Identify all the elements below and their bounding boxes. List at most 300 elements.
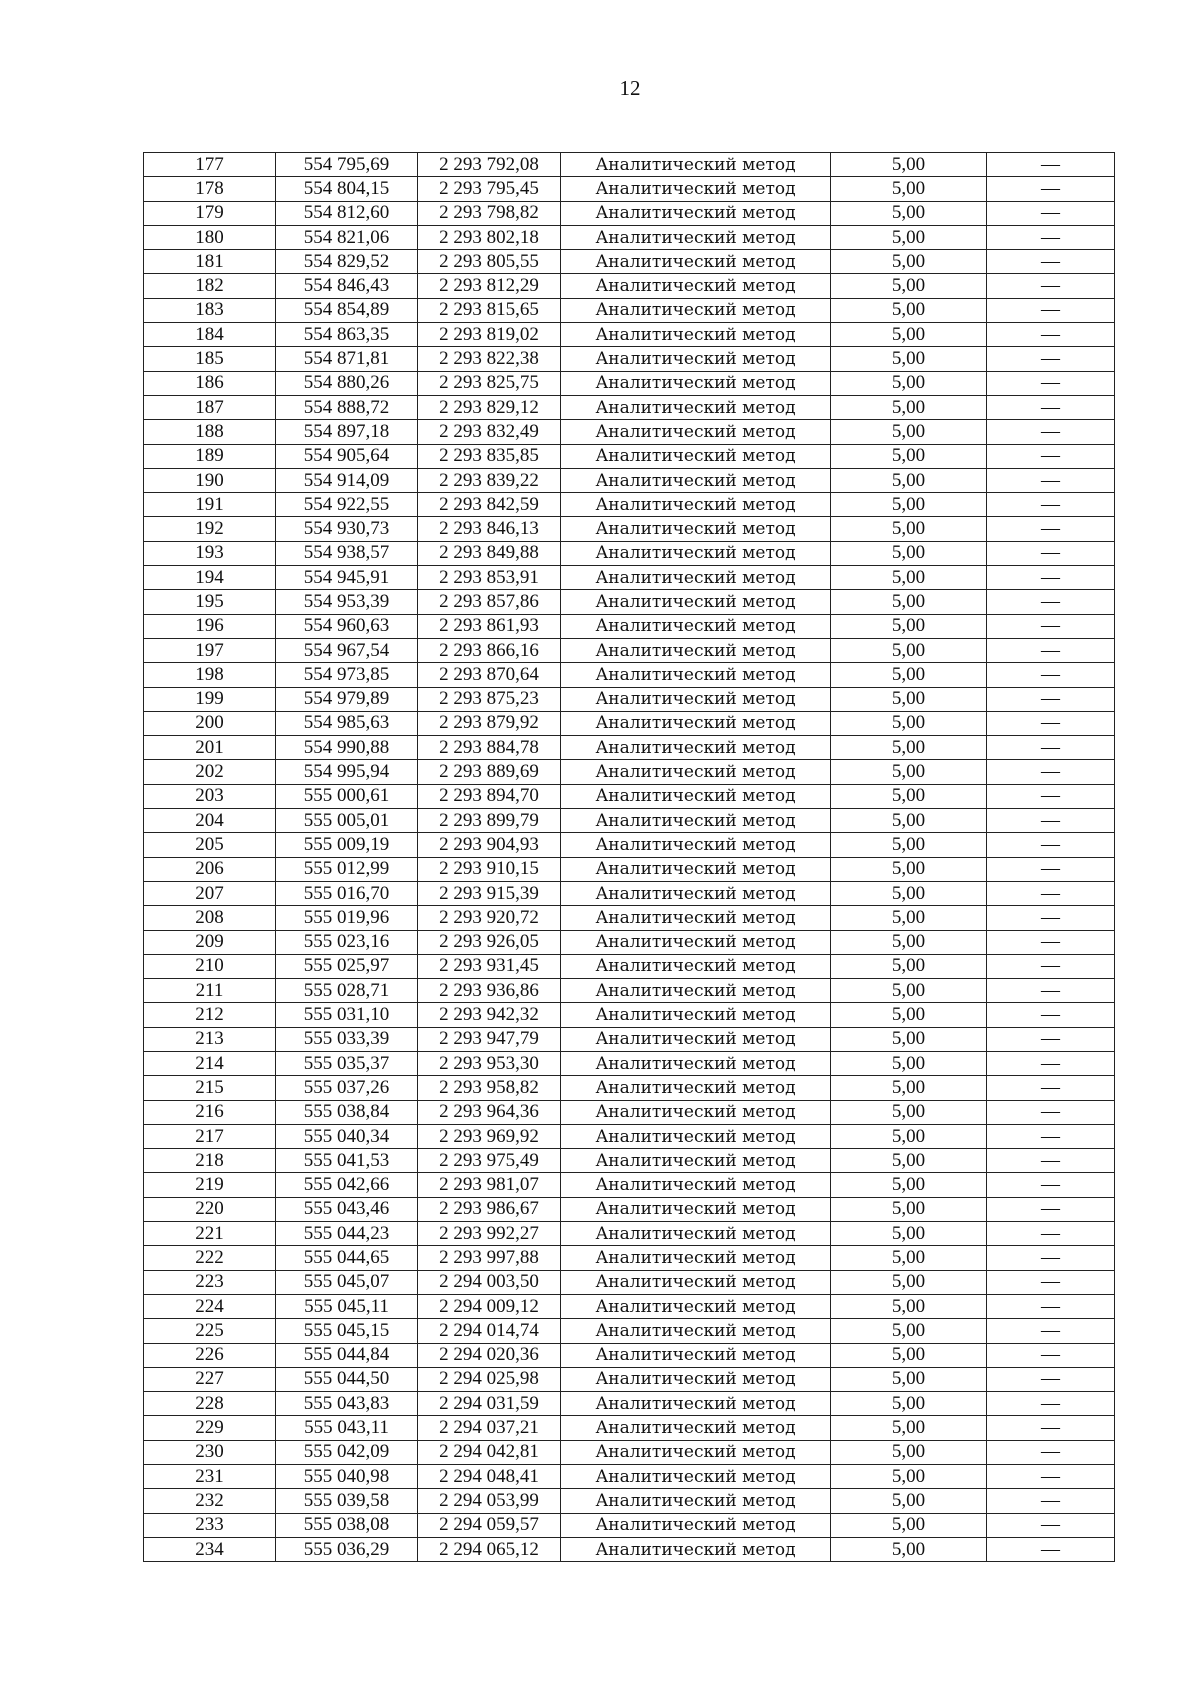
method-cell: Аналитический метод: [561, 274, 831, 298]
accuracy-cell: 5,00: [831, 1149, 987, 1173]
table-row: [144, 857, 1115, 881]
y-coordinate-cell: 2 293 853,91: [418, 566, 561, 590]
y-coordinate-cell: 2 293 947,79: [418, 1027, 561, 1051]
accuracy-cell: 5,00: [831, 1027, 987, 1051]
table-row: [144, 1027, 1115, 1051]
x-coordinate-cell: 554 888,72: [276, 395, 418, 419]
accuracy-cell: 5,00: [831, 444, 987, 468]
point-number-cell: 199: [144, 687, 276, 711]
x-coordinate-cell: 555 009,19: [276, 833, 418, 857]
point-number-cell: 231: [144, 1465, 276, 1489]
x-coordinate-cell: 554 897,18: [276, 420, 418, 444]
note-cell: —: [987, 1124, 1115, 1148]
note-cell: —: [987, 1513, 1115, 1537]
point-number-cell: 229: [144, 1416, 276, 1440]
method-cell: Аналитический метод: [561, 881, 831, 905]
y-coordinate-cell: 2 293 910,15: [418, 857, 561, 881]
note-cell: —: [987, 930, 1115, 954]
accuracy-cell: 5,00: [831, 1270, 987, 1294]
x-coordinate-cell: 555 043,11: [276, 1416, 418, 1440]
x-coordinate-cell: 554 812,60: [276, 201, 418, 225]
x-coordinate-cell: 555 035,37: [276, 1051, 418, 1075]
y-coordinate-cell: 2 293 822,38: [418, 347, 561, 371]
note-cell: —: [987, 1027, 1115, 1051]
method-cell: Аналитический метод: [561, 760, 831, 784]
note-cell: —: [987, 225, 1115, 249]
accuracy-cell: 5,00: [831, 541, 987, 565]
note-cell: —: [987, 541, 1115, 565]
y-coordinate-cell: 2 293 832,49: [418, 420, 561, 444]
method-cell: Аналитический метод: [561, 1051, 831, 1075]
point-number-cell: 187: [144, 395, 276, 419]
method-cell: Аналитический метод: [561, 1489, 831, 1513]
x-coordinate-cell: 554 871,81: [276, 347, 418, 371]
note-cell: —: [987, 979, 1115, 1003]
y-coordinate-cell: 2 293 889,69: [418, 760, 561, 784]
method-cell: Аналитический метод: [561, 444, 831, 468]
y-coordinate-cell: 2 294 053,99: [418, 1489, 561, 1513]
y-coordinate-cell: 2 293 835,85: [418, 444, 561, 468]
x-coordinate-cell: 554 985,63: [276, 711, 418, 735]
note-cell: —: [987, 784, 1115, 808]
accuracy-cell: 5,00: [831, 1197, 987, 1221]
table-row: [144, 687, 1115, 711]
accuracy-cell: 5,00: [831, 1294, 987, 1318]
accuracy-cell: 5,00: [831, 1319, 987, 1343]
method-cell: Аналитический метод: [561, 930, 831, 954]
table-row: [144, 493, 1115, 517]
method-cell: Аналитический метод: [561, 517, 831, 541]
point-number-cell: 181: [144, 250, 276, 274]
accuracy-cell: 5,00: [831, 201, 987, 225]
accuracy-cell: 5,00: [831, 638, 987, 662]
accuracy-cell: 5,00: [831, 590, 987, 614]
table-row: [144, 1440, 1115, 1464]
point-number-cell: 204: [144, 809, 276, 833]
point-number-cell: 228: [144, 1392, 276, 1416]
x-coordinate-cell: 554 905,64: [276, 444, 418, 468]
table-row: [144, 1465, 1115, 1489]
table-row: [144, 906, 1115, 930]
point-number-cell: 197: [144, 638, 276, 662]
method-cell: Аналитический метод: [561, 1076, 831, 1100]
accuracy-cell: 5,00: [831, 954, 987, 978]
y-coordinate-cell: 2 293 899,79: [418, 809, 561, 833]
method-cell: Аналитический метод: [561, 1319, 831, 1343]
x-coordinate-cell: 555 044,84: [276, 1343, 418, 1367]
y-coordinate-cell: 2 293 915,39: [418, 881, 561, 905]
y-coordinate-cell: 2 293 964,36: [418, 1100, 561, 1124]
accuracy-cell: 5,00: [831, 298, 987, 322]
accuracy-cell: 5,00: [831, 1222, 987, 1246]
y-coordinate-cell: 2 294 042,81: [418, 1440, 561, 1464]
table-row: [144, 250, 1115, 274]
accuracy-cell: 5,00: [831, 1440, 987, 1464]
point-number-cell: 222: [144, 1246, 276, 1270]
method-cell: Аналитический метод: [561, 225, 831, 249]
note-cell: —: [987, 906, 1115, 930]
y-coordinate-cell: 2 293 802,18: [418, 225, 561, 249]
method-cell: Аналитический метод: [561, 298, 831, 322]
x-coordinate-cell: 555 025,97: [276, 954, 418, 978]
y-coordinate-cell: 2 294 014,74: [418, 1319, 561, 1343]
point-number-cell: 195: [144, 590, 276, 614]
table-row: [144, 468, 1115, 492]
point-number-cell: 202: [144, 760, 276, 784]
accuracy-cell: 5,00: [831, 468, 987, 492]
note-cell: —: [987, 274, 1115, 298]
accuracy-cell: 5,00: [831, 1465, 987, 1489]
y-coordinate-cell: 2 293 829,12: [418, 395, 561, 419]
accuracy-cell: 5,00: [831, 760, 987, 784]
note-cell: —: [987, 1440, 1115, 1464]
table-row: [144, 954, 1115, 978]
accuracy-cell: 5,00: [831, 274, 987, 298]
y-coordinate-cell: 2 293 792,08: [418, 153, 561, 177]
point-number-cell: 188: [144, 420, 276, 444]
table-row: [144, 1367, 1115, 1391]
table-row: [144, 784, 1115, 808]
x-coordinate-cell: 554 829,52: [276, 250, 418, 274]
table-row: [144, 1489, 1115, 1513]
accuracy-cell: 5,00: [831, 1343, 987, 1367]
table-row: [144, 1319, 1115, 1343]
point-number-cell: 184: [144, 323, 276, 347]
note-cell: —: [987, 347, 1115, 371]
y-coordinate-cell: 2 293 825,75: [418, 371, 561, 395]
note-cell: —: [987, 298, 1115, 322]
note-cell: —: [987, 1246, 1115, 1270]
table-row: [144, 1051, 1115, 1075]
y-coordinate-cell: 2 293 904,93: [418, 833, 561, 857]
x-coordinate-cell: 555 044,50: [276, 1367, 418, 1391]
y-coordinate-cell: 2 293 879,92: [418, 711, 561, 735]
x-coordinate-cell: 555 044,23: [276, 1222, 418, 1246]
accuracy-cell: 5,00: [831, 809, 987, 833]
method-cell: Аналитический метод: [561, 736, 831, 760]
table-row: [144, 541, 1115, 565]
y-coordinate-cell: 2 293 815,65: [418, 298, 561, 322]
y-coordinate-cell: 2 293 849,88: [418, 541, 561, 565]
method-cell: Аналитический метод: [561, 954, 831, 978]
y-coordinate-cell: 2 293 936,86: [418, 979, 561, 1003]
point-number-cell: 213: [144, 1027, 276, 1051]
x-coordinate-cell: 555 040,98: [276, 1465, 418, 1489]
note-cell: —: [987, 444, 1115, 468]
table-row: [144, 1294, 1115, 1318]
note-cell: —: [987, 1149, 1115, 1173]
method-cell: Аналитический метод: [561, 371, 831, 395]
x-coordinate-cell: 554 953,39: [276, 590, 418, 614]
method-cell: Аналитический метод: [561, 1246, 831, 1270]
method-cell: Аналитический метод: [561, 1465, 831, 1489]
x-coordinate-cell: 554 973,85: [276, 663, 418, 687]
note-cell: —: [987, 250, 1115, 274]
x-coordinate-cell: 554 922,55: [276, 493, 418, 517]
method-cell: Аналитический метод: [561, 906, 831, 930]
note-cell: —: [987, 1489, 1115, 1513]
table-row: [144, 1197, 1115, 1221]
y-coordinate-cell: 2 293 805,55: [418, 250, 561, 274]
accuracy-cell: 5,00: [831, 177, 987, 201]
accuracy-cell: 5,00: [831, 347, 987, 371]
table-row: [144, 201, 1115, 225]
accuracy-cell: 5,00: [831, 1124, 987, 1148]
x-coordinate-cell: 555 036,29: [276, 1537, 418, 1561]
point-number-cell: 178: [144, 177, 276, 201]
note-cell: —: [987, 881, 1115, 905]
accuracy-cell: 5,00: [831, 395, 987, 419]
y-coordinate-cell: 2 293 997,88: [418, 1246, 561, 1270]
point-number-cell: 206: [144, 857, 276, 881]
note-cell: —: [987, 1173, 1115, 1197]
x-coordinate-cell: 555 000,61: [276, 784, 418, 808]
point-number-cell: 210: [144, 954, 276, 978]
table-row: [144, 979, 1115, 1003]
accuracy-cell: 5,00: [831, 225, 987, 249]
table-row: [144, 1173, 1115, 1197]
table-row: [144, 930, 1115, 954]
point-number-cell: 215: [144, 1076, 276, 1100]
table-row: [144, 420, 1115, 444]
point-number-cell: 212: [144, 1003, 276, 1027]
table-row: [144, 566, 1115, 590]
table-row: [144, 1003, 1115, 1027]
accuracy-cell: 5,00: [831, 906, 987, 930]
method-cell: Аналитический метод: [561, 1343, 831, 1367]
table-row: [144, 833, 1115, 857]
method-cell: Аналитический метод: [561, 541, 831, 565]
accuracy-cell: 5,00: [831, 1003, 987, 1027]
note-cell: —: [987, 420, 1115, 444]
accuracy-cell: 5,00: [831, 153, 987, 177]
coordinates-table: [143, 152, 1115, 1562]
y-coordinate-cell: 2 294 037,21: [418, 1416, 561, 1440]
method-cell: Аналитический метод: [561, 566, 831, 590]
x-coordinate-cell: 555 045,15: [276, 1319, 418, 1343]
note-cell: —: [987, 1076, 1115, 1100]
point-number-cell: 221: [144, 1222, 276, 1246]
y-coordinate-cell: 2 293 839,22: [418, 468, 561, 492]
y-coordinate-cell: 2 293 958,82: [418, 1076, 561, 1100]
note-cell: —: [987, 760, 1115, 784]
x-coordinate-cell: 554 863,35: [276, 323, 418, 347]
note-cell: —: [987, 711, 1115, 735]
table-row: [144, 638, 1115, 662]
y-coordinate-cell: 2 294 003,50: [418, 1270, 561, 1294]
point-number-cell: 194: [144, 566, 276, 590]
table-row: [144, 517, 1115, 541]
method-cell: Аналитический метод: [561, 784, 831, 808]
point-number-cell: 224: [144, 1294, 276, 1318]
table-row: [144, 225, 1115, 249]
method-cell: Аналитический метод: [561, 177, 831, 201]
method-cell: Аналитический метод: [561, 638, 831, 662]
x-coordinate-cell: 554 979,89: [276, 687, 418, 711]
method-cell: Аналитический метод: [561, 1222, 831, 1246]
y-coordinate-cell: 2 293 819,02: [418, 323, 561, 347]
x-coordinate-cell: 555 043,46: [276, 1197, 418, 1221]
x-coordinate-cell: 555 033,39: [276, 1027, 418, 1051]
y-coordinate-cell: 2 293 969,92: [418, 1124, 561, 1148]
accuracy-cell: 5,00: [831, 784, 987, 808]
point-number-cell: 218: [144, 1149, 276, 1173]
y-coordinate-cell: 2 293 857,86: [418, 590, 561, 614]
x-coordinate-cell: 555 045,11: [276, 1294, 418, 1318]
accuracy-cell: 5,00: [831, 493, 987, 517]
x-coordinate-cell: 554 795,69: [276, 153, 418, 177]
note-cell: —: [987, 1343, 1115, 1367]
point-number-cell: 189: [144, 444, 276, 468]
table-row: [144, 1076, 1115, 1100]
table-row: [144, 1149, 1115, 1173]
y-coordinate-cell: 2 293 894,70: [418, 784, 561, 808]
table-row: [144, 1100, 1115, 1124]
x-coordinate-cell: 554 880,26: [276, 371, 418, 395]
method-cell: Аналитический метод: [561, 1513, 831, 1537]
accuracy-cell: 5,00: [831, 663, 987, 687]
method-cell: Аналитический метод: [561, 1100, 831, 1124]
note-cell: —: [987, 1051, 1115, 1075]
note-cell: —: [987, 1392, 1115, 1416]
table-row: [144, 1343, 1115, 1367]
method-cell: Аналитический метод: [561, 1270, 831, 1294]
x-coordinate-cell: 555 041,53: [276, 1149, 418, 1173]
accuracy-cell: 5,00: [831, 517, 987, 541]
table-row: [144, 298, 1115, 322]
note-cell: —: [987, 857, 1115, 881]
x-coordinate-cell: 554 967,54: [276, 638, 418, 662]
note-cell: —: [987, 177, 1115, 201]
method-cell: Аналитический метод: [561, 1149, 831, 1173]
method-cell: Аналитический метод: [561, 1416, 831, 1440]
y-coordinate-cell: 2 294 009,12: [418, 1294, 561, 1318]
table-row: [144, 274, 1115, 298]
point-number-cell: 208: [144, 906, 276, 930]
accuracy-cell: 5,00: [831, 711, 987, 735]
note-cell: —: [987, 468, 1115, 492]
x-coordinate-cell: 555 005,01: [276, 809, 418, 833]
accuracy-cell: 5,00: [831, 1513, 987, 1537]
x-coordinate-cell: 554 990,88: [276, 736, 418, 760]
table-row: [144, 1124, 1115, 1148]
table-row: [144, 809, 1115, 833]
table-row: [144, 347, 1115, 371]
table-row: [144, 1416, 1115, 1440]
point-number-cell: 219: [144, 1173, 276, 1197]
note-cell: —: [987, 687, 1115, 711]
method-cell: Аналитический метод: [561, 809, 831, 833]
point-number-cell: 185: [144, 347, 276, 371]
table-row: [144, 590, 1115, 614]
method-cell: Аналитический метод: [561, 1197, 831, 1221]
table-row: [144, 395, 1115, 419]
method-cell: Аналитический метод: [561, 1537, 831, 1561]
method-cell: Аналитический метод: [561, 201, 831, 225]
point-number-cell: 201: [144, 736, 276, 760]
point-number-cell: 196: [144, 614, 276, 638]
table-row: [144, 323, 1115, 347]
method-cell: Аналитический метод: [561, 663, 831, 687]
note-cell: —: [987, 663, 1115, 687]
point-number-cell: 209: [144, 930, 276, 954]
accuracy-cell: 5,00: [831, 1537, 987, 1561]
point-number-cell: 214: [144, 1051, 276, 1075]
point-number-cell: 182: [144, 274, 276, 298]
accuracy-cell: 5,00: [831, 323, 987, 347]
point-number-cell: 177: [144, 153, 276, 177]
point-number-cell: 217: [144, 1124, 276, 1148]
method-cell: Аналитический метод: [561, 1294, 831, 1318]
method-cell: Аналитический метод: [561, 687, 831, 711]
method-cell: Аналитический метод: [561, 590, 831, 614]
x-coordinate-cell: 555 038,08: [276, 1513, 418, 1537]
table-row: [144, 1270, 1115, 1294]
x-coordinate-cell: 554 846,43: [276, 274, 418, 298]
page-number: 12: [619, 76, 641, 100]
y-coordinate-cell: 2 293 861,93: [418, 614, 561, 638]
note-cell: —: [987, 493, 1115, 517]
table-row: [144, 663, 1115, 687]
table-row: [144, 444, 1115, 468]
x-coordinate-cell: 555 045,07: [276, 1270, 418, 1294]
y-coordinate-cell: 2 293 812,29: [418, 274, 561, 298]
point-number-cell: 198: [144, 663, 276, 687]
x-coordinate-cell: 554 821,06: [276, 225, 418, 249]
method-cell: Аналитический метод: [561, 493, 831, 517]
point-number-cell: 190: [144, 468, 276, 492]
method-cell: Аналитический метод: [561, 711, 831, 735]
accuracy-cell: 5,00: [831, 1367, 987, 1391]
point-number-cell: 211: [144, 979, 276, 1003]
table-row: [144, 760, 1115, 784]
note-cell: —: [987, 809, 1115, 833]
point-number-cell: 179: [144, 201, 276, 225]
note-cell: —: [987, 395, 1115, 419]
accuracy-cell: 5,00: [831, 566, 987, 590]
y-coordinate-cell: 2 293 926,05: [418, 930, 561, 954]
point-number-cell: 234: [144, 1537, 276, 1561]
method-cell: Аналитический метод: [561, 420, 831, 444]
accuracy-cell: 5,00: [831, 687, 987, 711]
table-row: [144, 614, 1115, 638]
method-cell: Аналитический метод: [561, 1124, 831, 1148]
note-cell: —: [987, 1003, 1115, 1027]
note-cell: —: [987, 153, 1115, 177]
note-cell: —: [987, 1222, 1115, 1246]
point-number-cell: 225: [144, 1319, 276, 1343]
accuracy-cell: 5,00: [831, 420, 987, 444]
method-cell: Аналитический метод: [561, 1440, 831, 1464]
x-coordinate-cell: 555 042,09: [276, 1440, 418, 1464]
accuracy-cell: 5,00: [831, 1392, 987, 1416]
x-coordinate-cell: 555 031,10: [276, 1003, 418, 1027]
y-coordinate-cell: 2 293 846,13: [418, 517, 561, 541]
method-cell: Аналитический метод: [561, 395, 831, 419]
y-coordinate-cell: 2 294 059,57: [418, 1513, 561, 1537]
note-cell: —: [987, 566, 1115, 590]
method-cell: Аналитический метод: [561, 250, 831, 274]
point-number-cell: 180: [144, 225, 276, 249]
table-row: [144, 711, 1115, 735]
y-coordinate-cell: 2 293 795,45: [418, 177, 561, 201]
table-row: [144, 736, 1115, 760]
y-coordinate-cell: 2 293 842,59: [418, 493, 561, 517]
note-cell: —: [987, 638, 1115, 662]
x-coordinate-cell: 555 044,65: [276, 1246, 418, 1270]
x-coordinate-cell: 555 040,34: [276, 1124, 418, 1148]
note-cell: —: [987, 517, 1115, 541]
